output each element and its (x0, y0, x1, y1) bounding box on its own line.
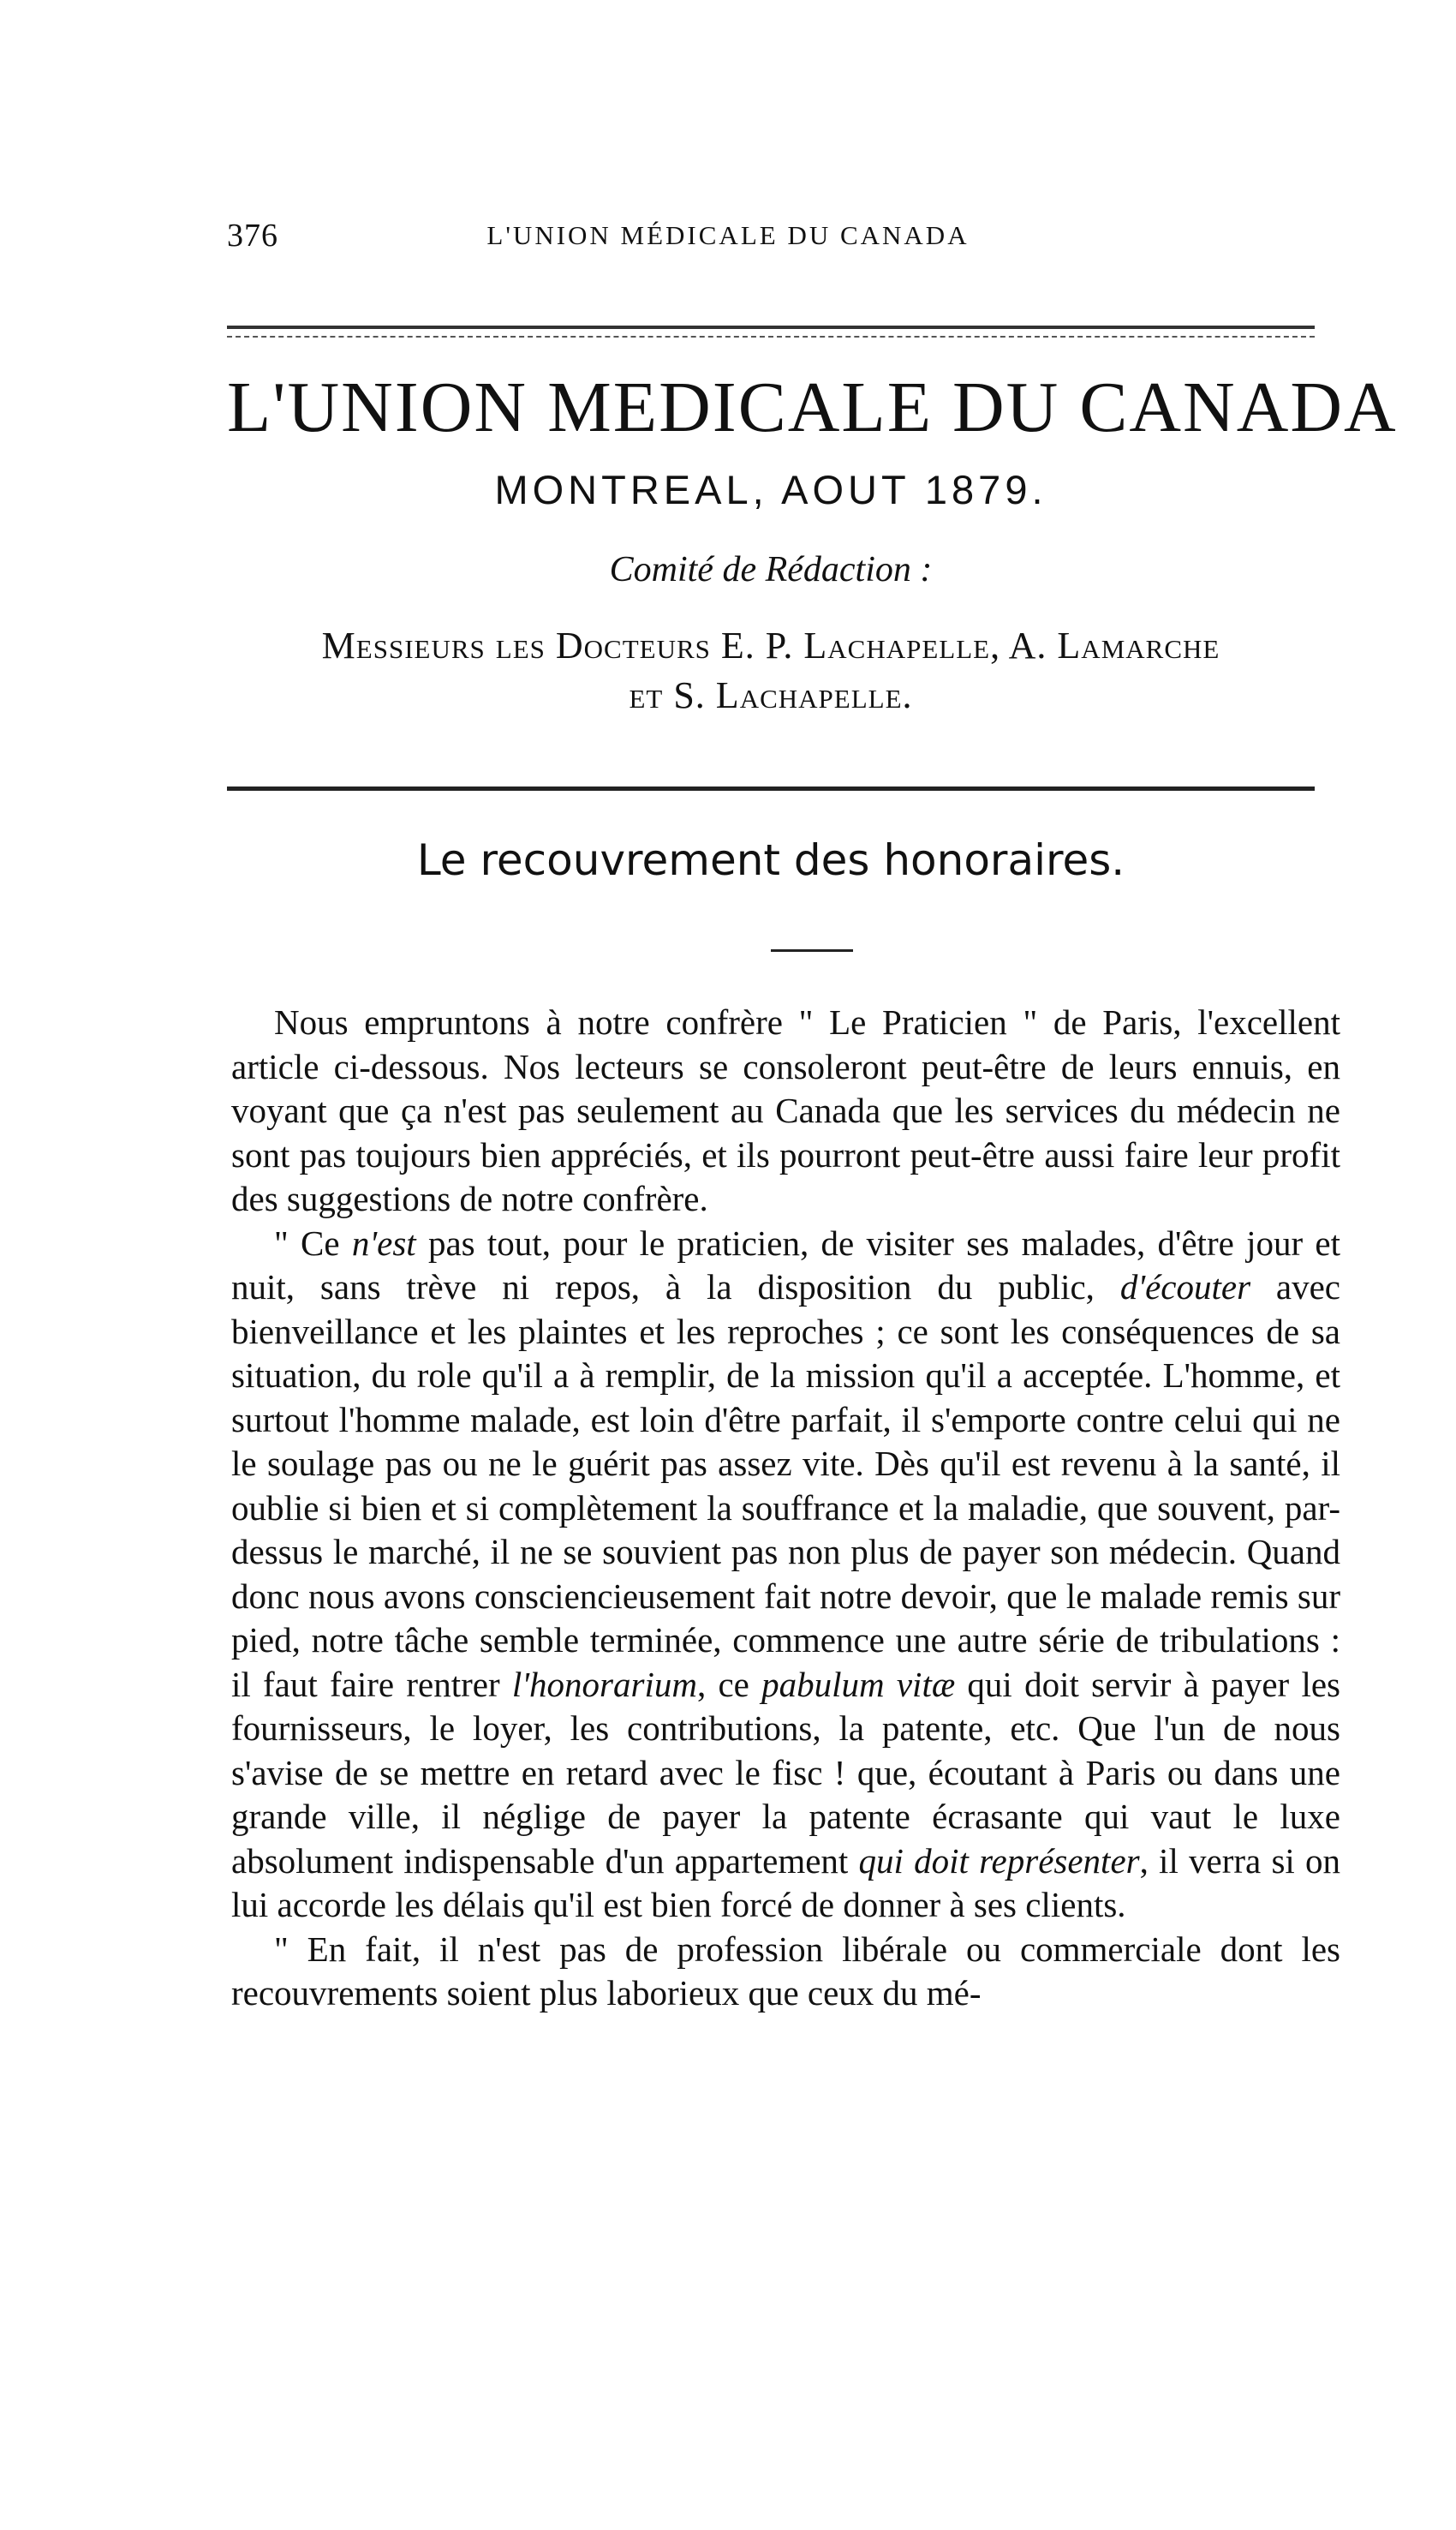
dateline: MONTREAL, AOUT 1879. (494, 467, 1047, 512)
article-body (231, 1001, 1340, 2016)
top-rule-secondary (227, 336, 1315, 338)
editors-line-2: et S. Lachapelle. (629, 674, 913, 716)
title-short-rule (771, 949, 853, 952)
emphasis-pabulum-vitae: pabulum vitæ (761, 1664, 956, 1704)
editors-list (227, 621, 1315, 721)
masthead (227, 368, 1398, 721)
paragraph-2-part-5: qui doit servir à payer les fournisseurs, le loyer, les contributions, la patente, etc. Que l'un de nous s'avise de se mettre en retard avec le fisc ! que, écoutant à Paris ou dans une grande ville, il néglige de payer la patente écrasante qui vaut le luxe absolument indispensable d'un appartement (231, 1664, 1340, 1881)
emphasis-qui-doit-representer: qui doit représenter (858, 1840, 1140, 1881)
running-title: L'UNION MÉDICALE DU CANADA (486, 220, 970, 250)
article-title: Le recouvrement des honoraires. (416, 835, 1125, 885)
emphasis-ecouter: d'écouter (1119, 1267, 1251, 1307)
editors-line-1: Messieurs les Docteurs E. P. Lachapelle, A. Lamarche (321, 625, 1220, 667)
paragraph-2-part-6: , il verra si on lui accorde les délais qu'il est bien forcé de donner à ses clients. (231, 1840, 1340, 1924)
committee-label: Comité de Rédaction : (609, 550, 933, 589)
paragraph-2-part-4: , ce (696, 1664, 762, 1704)
journal-title: L'UNION MEDICALE DU CANADA (227, 368, 1398, 447)
emphasis-honorarium: l'honorarium (511, 1664, 697, 1704)
paragraph-2-start: " Ce (274, 1223, 352, 1263)
top-rule (227, 326, 1315, 329)
paragraph-2-part-2: pas tout, pour le praticien, de visiter ses malades, d'être jour et nuit, sans trève ni repos, à la disposition du public, (231, 1223, 1341, 1307)
paragraph-1: Nous empruntons à notre confrère " Le Praticien " de Paris, l'excellent article ci-dessous. Nos lecteurs se consoleront peut-être de leurs ennuis, en voyant que ça n'est pas seulement au Canada que les services du médecin ne sont pas toujours bien appréciés, et ils pourront peut-être aussi faire leur profit des suggestions de notre confrère. (231, 1002, 1340, 1218)
emphasis-nest: n'est (351, 1223, 416, 1263)
paragraph-2-part-3: avec bienveillance et les plaintes et les reproches ; ce sont les conséquences de sa situation, du role qu'il a à remplir, de la mission qu'il a acceptée. L'homme, et surtout l'homme malade, est loin d'être parfait, il s'emporte contre celui qui ne le soulage pas ou ne le guérit pas assez vite. Dès qu'il est revenu à la santé, il oublie si bien et si complètement la souffrance et la maladie, que souvent, par-dessus le marché, il ne se souvient pas non plus de payer son médecin. Quand donc nous avons consciencieusement fait notre devoir, que le malade remis sur pied, notre tâche semble terminée, commence une autre série de tribulations : il faut faire rentrer (231, 1267, 1341, 1704)
running-head (227, 210, 1229, 261)
paragraph-2 (231, 1222, 1340, 1928)
section-divider (227, 787, 1315, 791)
page-number: 376 (227, 218, 278, 254)
paragraph-3: " En fait, il n'est pas de profession libérale ou commerciale dont les recouvrements soient plus laborieux que ceux du mé- (231, 1929, 1340, 2013)
